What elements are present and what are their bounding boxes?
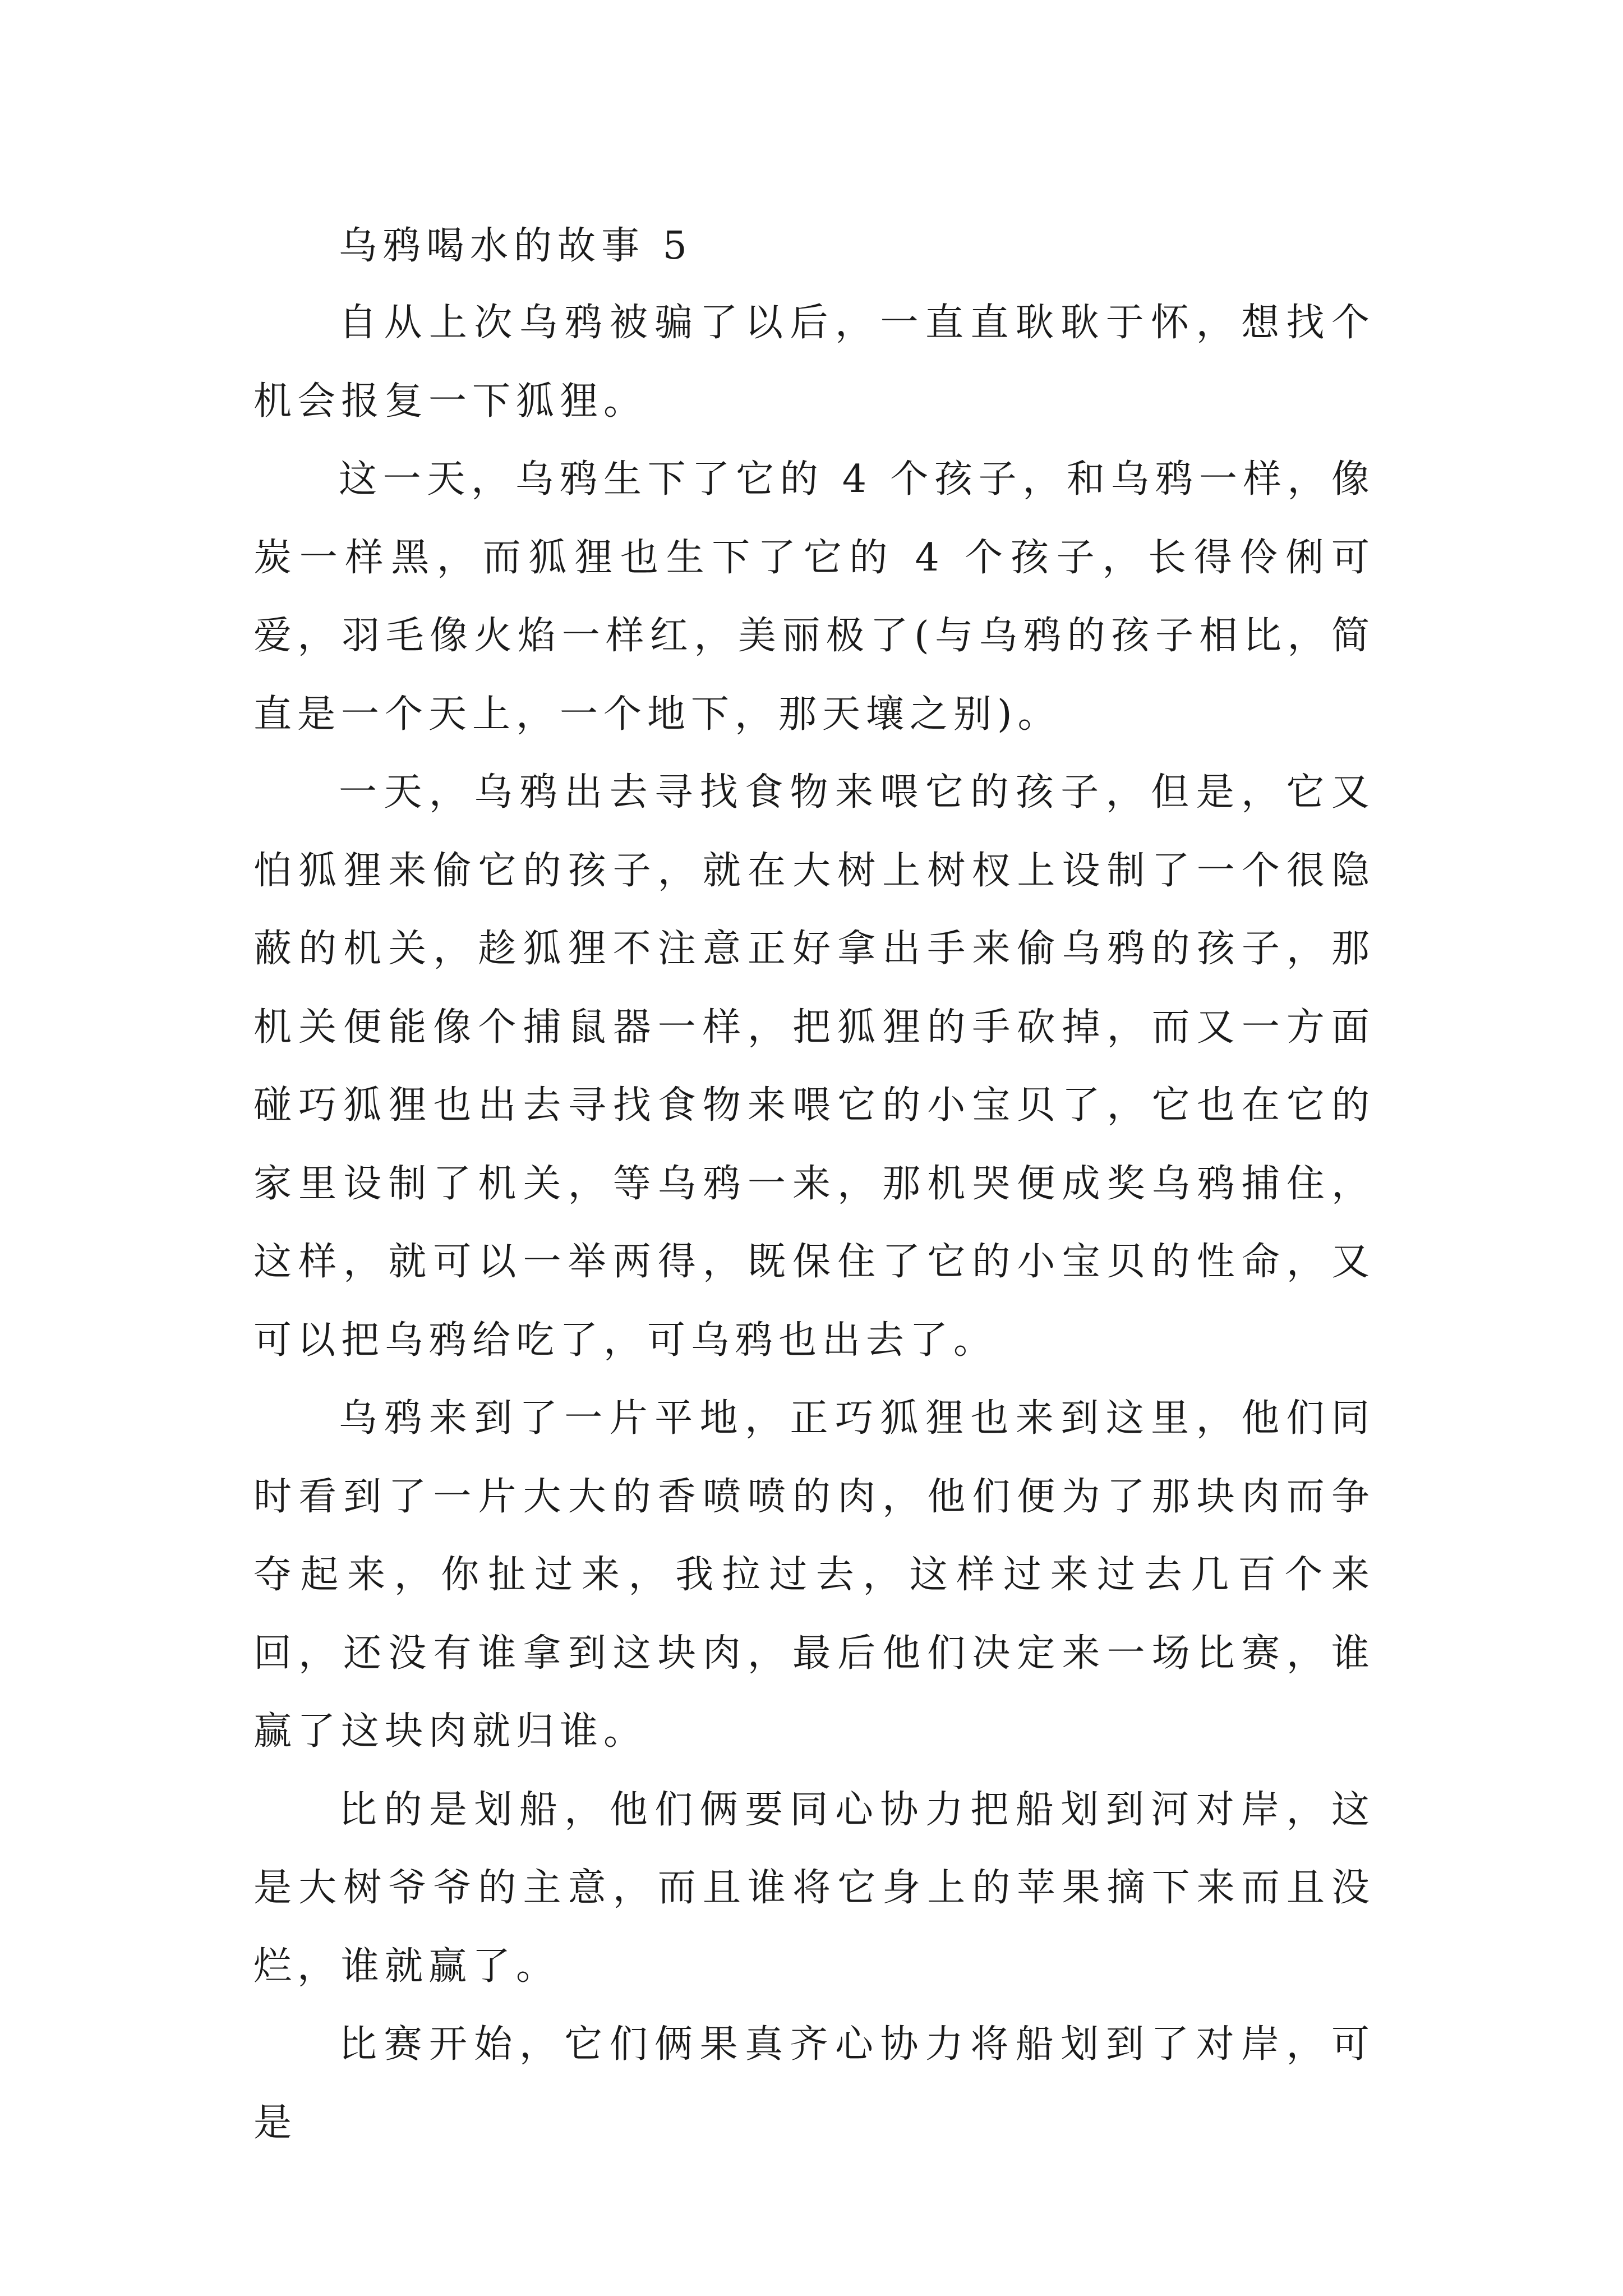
paragraph-5: 比的是划船，他们俩要同心协力把船划到河对岸，这是大树爷爷的主意，而且谁将它身上的苹果摘下来而且没烂，谁就赢了。 xyxy=(253,1787,1375,1989)
paragraph-1: 自从上次乌鸦被骗了以后，一直直耿耿于怀，想找个机会报复一下狐狸。 xyxy=(253,301,1375,424)
document-title: 乌鸦喝水的故事 5 xyxy=(339,224,693,268)
paragraph-4: 乌鸦来到了一片平地，正巧狐狸也来到这里，他们同时看到了一片大大的香喷喷的肉，他们便为了那块肉而争夺起来，你扯过来，我拉过去，这样过来过去几百个来回，还没有谁拿到这块肉，最后他们决定来一场比赛，谁赢了这块肉就归谁。 xyxy=(253,1396,1375,1754)
document-body xyxy=(253,209,1375,2162)
paragraph-6: 比赛开始，它们俩果真齐心协力将船划到了对岸，可是 xyxy=(253,2022,1375,2145)
paragraph-3: 一天，乌鸦出去寻找食物来喂它的孩子，但是，它又怕狐狸来偷它的孩子，就在大树上树杈上设制了一个很隐蔽的机关，趁狐狸不注意正好拿出手来偷乌鸦的孩子，那机关便能像个捕鼠器一样，把狐狸的手砍掉，而又一方面碰巧狐狸也出去寻找食物来喂它的小宝贝了，它也在它的家里设制了机关，等乌鸦一来，那机哭便成奖乌鸦捕住，这样，就可以一举两得，既保住了它的小宝贝的性命，又可以把乌鸦给吃了，可乌鸦也出去了。 xyxy=(253,770,1375,1363)
paragraph-2: 这一天，乌鸦生下了它的 4 个孩子，和乌鸦一样，像炭一样黑，而狐狸也生下了它的 4 个孩子，长得伶俐可爱，羽毛像火焰一样红，美丽极了(与乌鸦的孩子相比，简直是一个天上，一个地下，那天壤之别)。 xyxy=(253,457,1375,737)
